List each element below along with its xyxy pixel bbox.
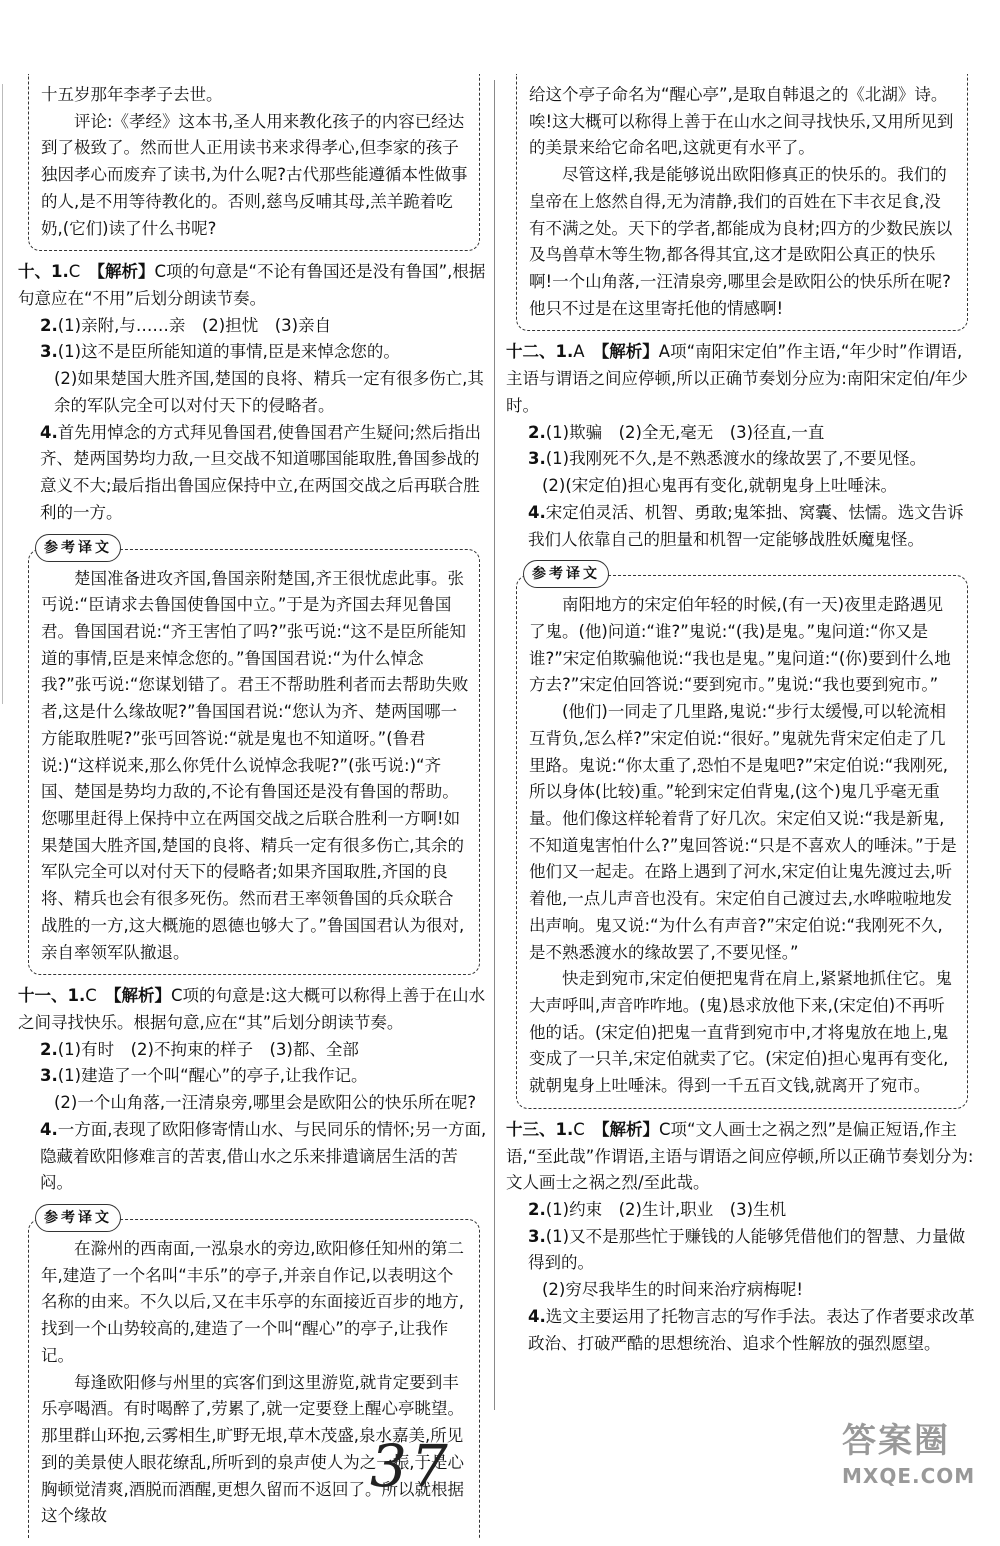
answer-text: (2)穷尽我毕生的时间来治疗病梅呢! <box>542 1280 803 1300</box>
item-number: 4. <box>528 1306 546 1326</box>
item-number: 3. <box>40 1066 58 1086</box>
answer-text: (1)约束 (2)生计,职业 (3)生机 <box>545 1200 787 1220</box>
answer-choice: C <box>85 986 97 1006</box>
answer-text: (1)我刚死不久,是不熟悉渡水的缘故罢了,不要见怪。 <box>545 449 927 469</box>
translation-paragraph: 尽管这样,我是能够说出欧阳修真正的快乐的。我们的皇帝在上悠然自得,无为清静,我们的百姓在下丰衣足食,没有不满之处。天下的学者,都能成为良材;四方的少数民族以及鸟兽草木等生物,都各得其宜,这才是欧阳公真正的快乐啊!一个山角落,一汪清泉旁,哪里会是欧阳公的快乐所在呢?他只不过是在这里寄托他的情感啊! <box>529 165 953 318</box>
watermark-text: 答案圈 <box>842 1421 950 1461</box>
watermark-url: MXQE.COM <box>842 1464 976 1488</box>
analysis-text: C项的句意是“不论有鲁国还是没有鲁国”,根据句意应在“不用”后划分朗读节奏。 <box>18 262 486 309</box>
item-number: 3. <box>528 449 546 469</box>
item-number: 3. <box>528 1226 546 1246</box>
answer-text: 一方面,表现了欧阳修寄情山水、与民同乐的情怀;另一方面,隐藏着欧阳修难言的苦衷,借山水之乐来排遣谪居生活的苦闷。 <box>40 1119 487 1193</box>
reference-translation-tag: 参考译文 <box>523 560 609 588</box>
analysis-label: 【解析】 <box>113 986 172 1006</box>
left-column <box>18 78 488 1546</box>
answer-choice: C <box>68 262 81 282</box>
translation-box <box>516 566 968 1109</box>
answer-text: 选文主要运用了托物言志的写作手法。表达了作者要求改革政治、打破严酷的思想统治、追求个性解放的强烈愿望。 <box>528 1306 975 1353</box>
question-11 <box>18 983 488 1197</box>
analysis-text: A项“南阳宋定伯”作主语,“年少时”作谓语,主语与谓语之间应停顿,所以正确节奏划分应为:南阳宋定伯/年少时。 <box>506 342 968 415</box>
answer-text: (1)欺骗 (2)全无,毫无 (3)径直,一直 <box>545 422 825 442</box>
reference-translation-tag: 参考译文 <box>35 1204 121 1232</box>
answer-text: (1)又不是那些忙于赚钱的人能够凭借他们的智慧、力量做得到的。 <box>528 1226 966 1273</box>
item-number: 2. <box>40 1039 58 1059</box>
right-column <box>506 78 976 1357</box>
answer-text: 宋定伯灵活、机智、勇敢;鬼笨拙、窝囊、怯懦。选文告诉我们人依靠自己的胆量和机智一定能够战胜妖魔鬼怪。 <box>528 502 964 549</box>
column-divider <box>494 80 495 1410</box>
item-number: 4. <box>40 422 58 442</box>
question-12 <box>506 339 976 553</box>
analysis-text: C项“文人画士之祸之烈”是偏正短语,作主语,“至此哉”作谓语,主语与谓语之间应停顿,所以正确节奏划分为:文人画士之祸之烈/至此哉。 <box>506 1119 974 1193</box>
item-number: 2. <box>528 422 546 442</box>
item-number: 2. <box>40 315 58 335</box>
analysis-label: 【解析】 <box>96 262 155 282</box>
answer-text: (2)(宋定伯)担心鬼再有变化,就朝鬼身上吐唾沫。 <box>542 476 897 496</box>
item-number: 1. <box>51 262 69 282</box>
question-number: 十二、 <box>506 342 556 362</box>
answer-text: (2)一个山角落,一汪清泉旁,哪里会是欧阳公的快乐所在呢? <box>54 1093 477 1113</box>
translation-paragraph: 快走到宛市,宋定伯便把鬼背在肩上,紧紧地抓住它。鬼大声呼叫,声音咋咋地。(鬼)恳求放他下来,(宋定伯)不再听他的话。(宋定伯)把鬼一直背到宛市中,才将鬼放在地上,鬼变成了一只羊,宋定伯就卖了它。(宋定伯)担心鬼再有变化,就朝鬼身上吐唾沫。得到一千五百文钱,就离开了宛市。 <box>529 969 952 1096</box>
reference-translation-tag: 参考译文 <box>35 534 121 562</box>
item-number: 4. <box>40 1119 58 1139</box>
translation-box-continued <box>516 74 968 331</box>
item-number: 1. <box>67 986 86 1006</box>
item-number: 4. <box>528 502 546 522</box>
answer-choice: C <box>573 1119 585 1139</box>
translation-paragraph: (他们)一同走了几里路,鬼说:“步行太缓慢,可以轮流相互背负,怎么样?”宋定伯说:“很好。”鬼就先背宋定伯走了几里路。鬼说:“你太重了,恐怕不是鬼吧?”宋定伯说:“我刚死,所以身体(比较)重。”轮到宋定伯背鬼,(这个)鬼几乎毫无重量。他们像这样轮着背了好几次。宋定伯又说:“我是新鬼,不知道鬼害怕什么?”鬼回答说:“只是不喜欢人的唾沫。”于是他们又一起走。在路上遇到了河水,宋定伯让鬼先渡过去,听着他,一点儿声音也没有。宋定伯自己渡过去,水哗啦啦地发出声响。鬼又说:“为什么有声音?”宋定伯说:“我刚死不久,是不熟悉渡水的缘故罢了,不要见怪。” <box>529 702 957 962</box>
item-number: 3. <box>40 342 58 362</box>
question-10 <box>18 259 488 526</box>
translation-box-continued <box>28 74 480 251</box>
answer-text: (2)如果楚国大胜齐国,楚国的良将、精兵一定有很多伤亡,其余的军队完全可以对付天下的侵略者。 <box>54 369 484 415</box>
translation-paragraph: 每逢欧阳修与州里的宾客们到这里游览,就肯定要到丰乐亭喝酒。有时喝醉了,劳累了,就一定要登上醒心亭眺望。那里群山环抱,云雾相生,旷野无垠,草木茂盛,泉水嘉美,所见到的美景使人眼花缭乱,所听到的泉声使人为之一振,于是心胸顿觉清爽,酒脱而酒醒,更想久留而不返回了。所以就根据这个缘故 <box>41 1372 464 1526</box>
analysis-label: 【解析】 <box>601 1119 660 1139</box>
item-number: 1. <box>555 342 574 362</box>
item-number: 2. <box>528 1200 546 1220</box>
item-number: 1. <box>555 1119 574 1139</box>
answer-text: (1)建造了一个叫“醒心”的亭子,让我作记。 <box>57 1066 368 1086</box>
translation-paragraph: 楚国准备进攻齐国,鲁国亲附楚国,齐王很忧虑此事。张丐说:“臣请求去鲁国使鲁国中立。”于是为齐国去拜见鲁国君。鲁国国君说:“齐王害怕了吗?”张丐说:“这不是臣所能知道的事情,臣是来悼念您的。”鲁国国君说:“为什么悼念我?”张丐说:“您谋划错了。君王不帮助胜利者而去帮助失败者,这是什么缘故呢?”鲁国国君说:“您认为齐、楚两国哪一方能取胜呢?”张丐回答说:“就是鬼也不知道呀。”(鲁君说:)“这样说来,那么你凭什么说悼念我呢?”(张丐说:)“齐国、楚国是势均力敌的,不论有鲁国还是没有鲁国的帮助。您哪里赶得上保持中立在两国交战之后联合胜利一方啊!如果楚国大胜齐国,楚国的良将、精兵一定有很多伤亡,其余的军队完全可以对付天下的侵略者;如果齐国取胜,齐国的良将、精兵也会有很多死伤。然而君王率领鲁国的兵众联合战胜的一方,这大概施的恩德也够大了。”鲁国国君认为很对,亲自率领军队撤退。 <box>41 568 469 962</box>
question-13 <box>506 1117 976 1357</box>
answer-text: (1)这不是臣所能知道的事情,臣是来悼念您的。 <box>57 342 400 362</box>
translation-paragraph: 南阳地方的宋定伯年轻的时候,(有一天)夜里走路遇见了鬼。(他)问道:“谁?”鬼说:“(我)是鬼。”鬼问道:“你又是谁?”宋定伯欺骗他说:“我也是鬼。”鬼问道:“(你)要到什么地方去?”宋定伯回答说:“要到宛市。”鬼说:“我也要到宛市。” <box>529 595 951 695</box>
question-number: 十一、 <box>18 986 68 1006</box>
translation-paragraph: 给这个亭子命名为“醒心亭”,是取自韩退之的《北湖》诗。唉!这大概可以称得上善于在山水之间寻找快乐,又用所见到的美景来给它命名吧,这就更有水平了。 <box>529 85 954 158</box>
translation-box <box>28 539 480 976</box>
answer-text: (1)亲附,与……亲 (2)担忧 (3)亲自 <box>57 315 332 335</box>
translation-paragraph: 在滁州的西南面,一泓泉水的旁边,欧阳修任知州的第二年,建造了一个名叫“丰乐”的亭子,并亲自作记,以表明这个名称的由来。不久以后,又在丰乐亭的东面接近百步的地方,找到一个山势较高的,建造了一个叫“醒心”的亭子,让我作记。 <box>41 1239 464 1365</box>
analysis-label: 【解析】 <box>601 342 659 362</box>
page-number: 37 <box>370 1432 452 1500</box>
translation-paragraph: 十五岁那年李孝子去世。 <box>41 85 223 104</box>
translation-paragraph: 评论:《孝经》这本书,圣人用来教化孩子的内容已经达到了极致了。然而世人正用读书来求得孝心,但李家的孩子独因孝心而废弃了读书,为什么呢?古代那些能遵循本性做事的人,是不用等待教化的。否则,慈鸟反哺其母,羔羊跪着吃奶,(它们)读了什么书呢? <box>41 111 468 238</box>
margin-line <box>2 84 3 704</box>
watermark-logo <box>842 1418 982 1504</box>
answer-text: (1)有时 (2)不拘束的样子 (3)都、全部 <box>57 1039 359 1059</box>
answer-text: 首先用悼念的方式拜见鲁国君,使鲁国君产生疑问;然后指出齐、楚两国势均力敌,一旦交战不知道哪国能取胜,鲁国参战的意义不大;最后指出鲁国应保持中立,在两国交战之后再联合胜利的一方。 <box>40 422 482 522</box>
question-number: 十、 <box>18 262 51 282</box>
question-number: 十三、 <box>506 1119 556 1139</box>
analysis-text: C项的句意是:这大概可以称得上善于在山水之间寻找快乐。根据句意,应在“其”后划分朗读节奏。 <box>18 986 486 1032</box>
answer-choice: A <box>573 342 585 362</box>
